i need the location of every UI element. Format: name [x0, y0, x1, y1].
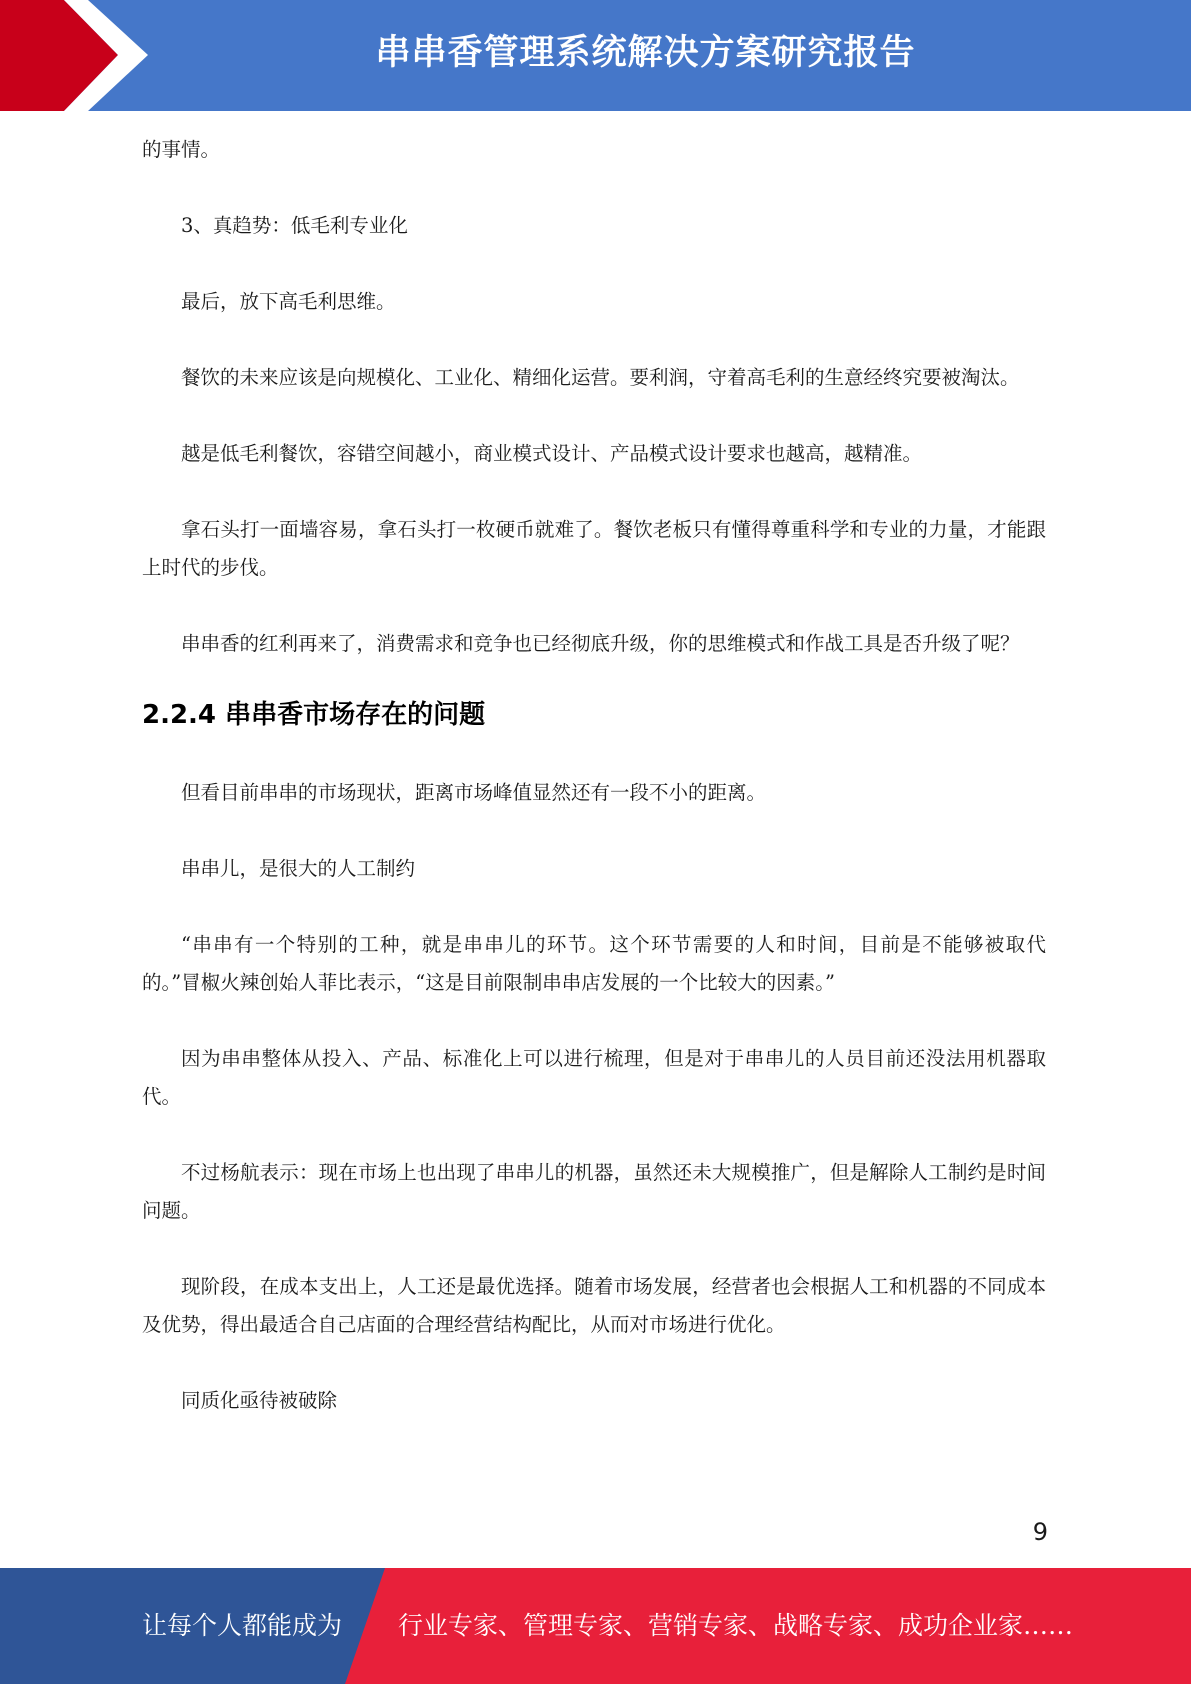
report-title: 串串香管理系统解决方案研究报告: [375, 33, 916, 73]
paragraph: 同质化亟待被破除: [181, 1389, 338, 1412]
section-heading: 2.2.4 串串香市场存在的问题: [142, 700, 486, 730]
page-footer: [0, 1568, 1191, 1684]
page-number: 9: [1032, 1518, 1048, 1546]
paragraph: 因为串串整体从投入、产品、标准化上可以进行梳理，但是对于串串儿的人员目前还没法用机器取代。: [142, 1047, 1046, 1108]
page-header: [0, 0, 1191, 111]
paragraph: 串串儿，是很大的人工制约: [181, 857, 416, 880]
paragraph: 越是低毛利餐饮，容错空间越小，商业模式设计、产品模式设计要求也越高，越精准。: [181, 442, 923, 465]
paragraph: 现阶段，在成本支出上，人工还是最优选择。随着市场发展，经营者也会根据人工和机器的不同成本及优势，得出最适合自己店面的合理经营结构配比，从而对市场进行优化。: [142, 1275, 1046, 1336]
paragraph: 3、真趋势：低毛利专业化: [181, 214, 408, 237]
document-body: [142, 131, 1046, 1458]
footer-slogan-right: 行业专家、管理专家、营销专家、战略专家、成功企业家……: [398, 1611, 1074, 1640]
header-chevron-graphic: [0, 0, 150, 111]
paragraph: 串串香的红利再来了，消费需求和竞争也已经彻底升级，你的思维模式和作战工具是否升级了呢？: [181, 632, 1020, 655]
paragraph: “串串有一个特别的工种，就是串串儿的环节。这个环节需要的人和时间，目前是不能够被取代的。”冒椒火辣创始人菲比表示，“这是目前限制串串店发展的一个比较大的因素。”: [142, 933, 1046, 994]
footer-slogan-left: 让每个人都能成为: [142, 1611, 343, 1640]
paragraph: 餐饮的未来应该是向规模化、工业化、精细化运营。要利润，守着高毛利的生意经终究要被淘汰。: [181, 366, 1020, 389]
paragraph: 但看目前串串的市场现状，距离市场峰值显然还有一段不小的距离。: [181, 781, 767, 804]
paragraph: 最后，放下高毛利思维。: [181, 290, 396, 313]
paragraph: 拿石头打一面墙容易，拿石头打一枚硬币就难了。餐饮老板只有懂得尊重科学和专业的力量，才能跟上时代的步伐。: [142, 518, 1046, 579]
paragraph: 不过杨航表示：现在市场上也出现了串串儿的机器，虽然还未大规模推广，但是解除人工制约是时间问题。: [142, 1161, 1046, 1222]
paragraph: 的事情。: [142, 138, 221, 161]
